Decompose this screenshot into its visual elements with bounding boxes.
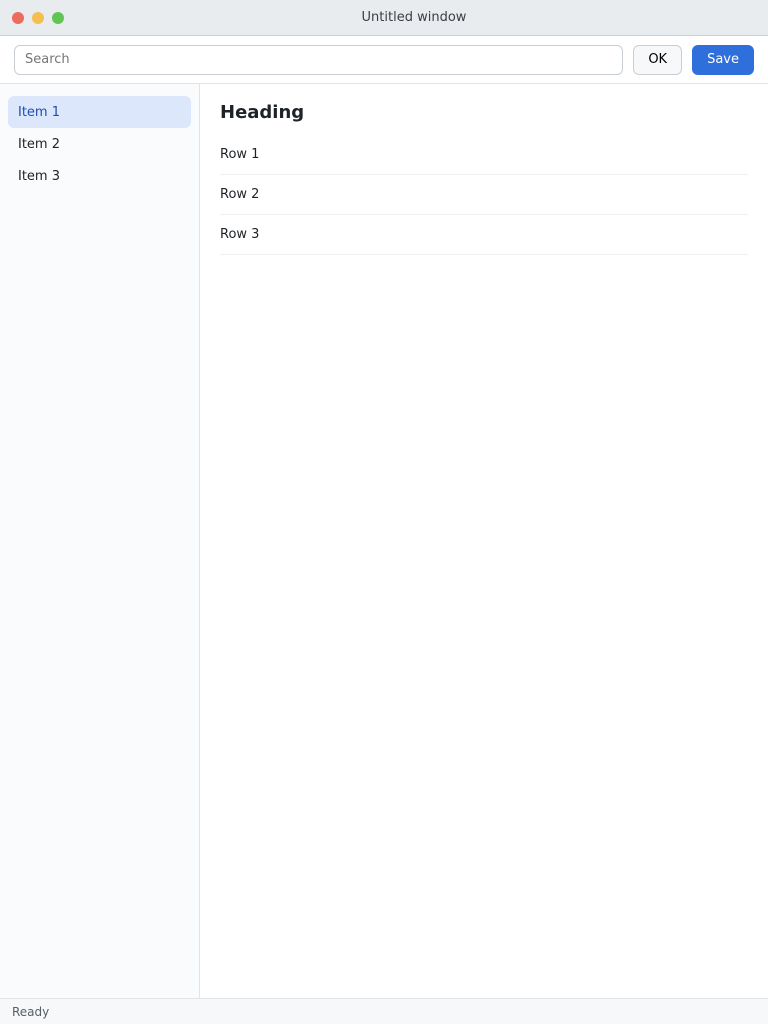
window-title: Untitled window [361, 10, 467, 25]
search-input[interactable] [14, 45, 623, 75]
page-title: Heading [220, 102, 305, 123]
save-button[interactable]: Save [692, 45, 754, 75]
toolbar [0, 36, 768, 84]
close-window-button[interactable] [12, 12, 24, 24]
status-text: Ready [12, 1004, 50, 1019]
action-button[interactable]: OK [633, 45, 682, 75]
sidebar-item-label: Item 2 [18, 136, 60, 152]
list-item-text: Row 2 [220, 187, 260, 202]
list-item-text: Row 1 [220, 147, 260, 162]
list-item[interactable] [220, 135, 748, 175]
minimize-window-button[interactable] [32, 12, 44, 24]
sidebar-item-2[interactable] [8, 128, 191, 160]
status-bar [0, 998, 768, 1024]
sidebar-item-3[interactable] [8, 160, 191, 192]
sidebar-item-label: Item 1 [18, 104, 60, 120]
sidebar [0, 84, 200, 998]
sidebar-item-1[interactable] [8, 96, 191, 128]
maximize-window-button[interactable] [52, 12, 64, 24]
title-bar [0, 0, 768, 36]
list-item[interactable] [220, 175, 748, 215]
main-panel [200, 84, 768, 998]
content-area [0, 84, 768, 998]
sidebar-item-label: Item 3 [18, 168, 60, 184]
list-item[interactable] [220, 215, 748, 255]
list-item-text: Row 3 [220, 227, 260, 242]
